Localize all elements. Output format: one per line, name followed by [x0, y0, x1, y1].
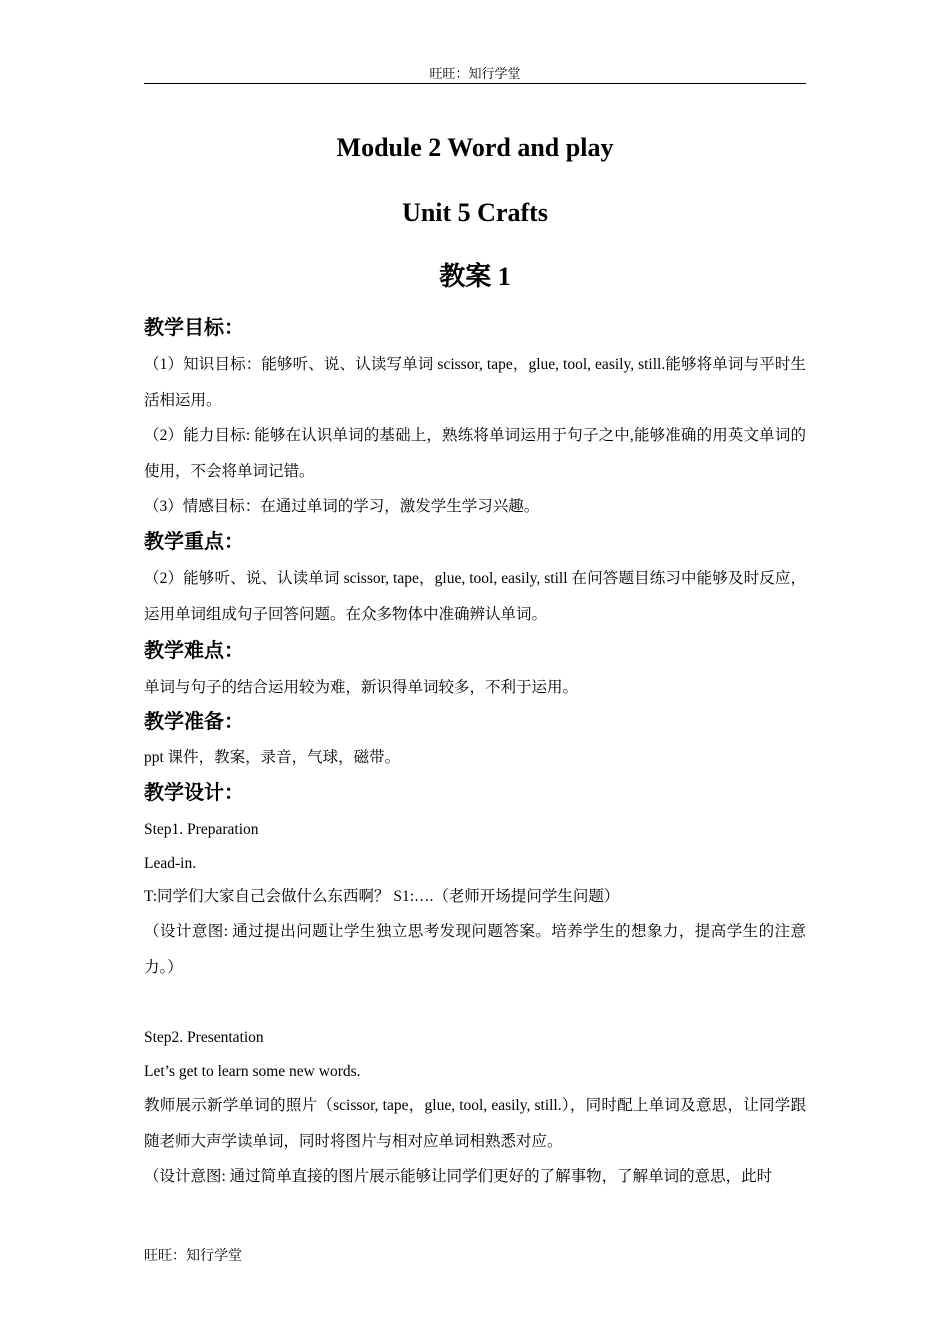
key-points-text: （2）能够听、说、认读单词 scissor, tape，glue, tool, easily, still 在问答题目练习中能够及时反应，运用单词组成句子回答问题。在众多物体中准确辨认单词。 [144, 570, 806, 623]
header-divider [144, 83, 806, 84]
key-points-heading: 教学重点： [144, 531, 244, 553]
step2-text: 教师展示新学单词的照片（scissor, tape，glue, tool, easily, still.），同时配上单词及意思，让同学跟随老师大声学读单词，同时将图片与相对应单词相熟悉对应。 [144, 1097, 806, 1150]
design-heading: 教学设计： [144, 782, 244, 804]
step2-intent: （设计意图: 通过简单直接的图片展示能够让同学们更好的了解事物，了解单词的意思，此时 [144, 1168, 773, 1185]
objectives-heading: 教学目标： [144, 317, 244, 339]
step1-intent: （设计意图: 通过提出问题让学生独立思考发现问题答案。培养学生的想象力，提高学生的注意力。） [144, 923, 806, 976]
preparation-text: ppt 课件，教案，录音，气球，磁带。 [144, 749, 401, 766]
page-header: 旺旺：知行学堂 [429, 66, 521, 81]
lesson-plan-title: 教案 1 [439, 262, 511, 291]
step1-title: Step1. Preparation [144, 821, 259, 838]
difficulties-text: 单词与句子的结合运用较为难，新识得单词较多，不利于运用。 [144, 679, 579, 696]
module-title: Module 2 Word and play [336, 133, 614, 162]
difficulties-heading: 教学难点： [144, 640, 244, 662]
step1-dialog: T:同学们大家自己会做什么东西啊？ S1:….（老师开场提问学生问题） [144, 888, 620, 905]
objective-ability: （2）能力目标: 能够在认识单词的基础上，熟练将单词运用于句子之中,能够准确的用英文单词的使用，不会将单词记错。 [144, 427, 806, 480]
objective-knowledge: （1）知识目标：能够听、说、认读写单词 scissor, tape，glue, tool, easily, still.能够将单词与平时生活相运用。 [144, 356, 806, 409]
step2-intro: Let’s get to learn some new words. [144, 1063, 361, 1080]
step2-title: Step2. Presentation [144, 1029, 264, 1046]
unit-title: Unit 5 Crafts [402, 198, 548, 227]
step1-lead-in: Lead-in. [144, 855, 197, 872]
objective-emotion: （3）情感目标：在通过单词的学习，激发学生学习兴趣。 [144, 498, 540, 515]
preparation-heading: 教学准备： [144, 711, 244, 733]
page-footer: 旺旺：知行学堂 [144, 1249, 242, 1264]
